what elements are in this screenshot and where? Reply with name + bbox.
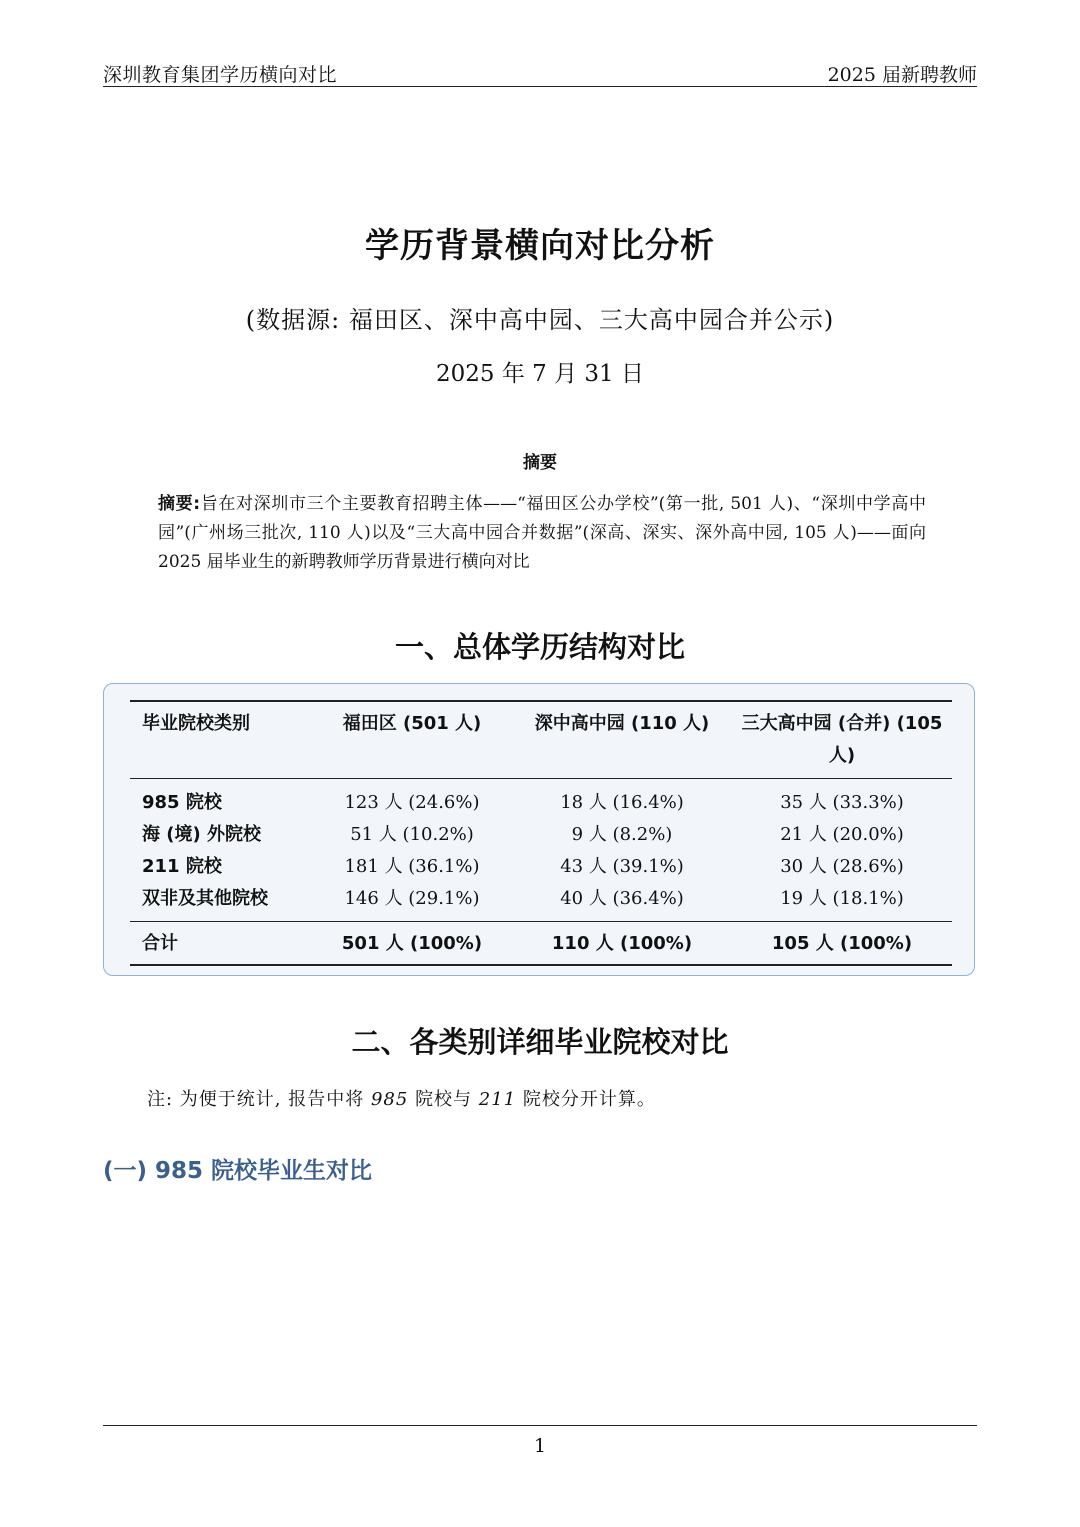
data-source: (数据源: 福田区、深中高中园、三大高中园合并公示) <box>245 306 835 334</box>
table-cell: 40 人 (36.4%) <box>560 888 684 909</box>
table-cell: 海 (境) 外院校 <box>142 824 261 845</box>
header-right-title: 2025 届新聘教师 <box>827 64 977 86</box>
table-header-row <box>130 702 952 779</box>
table-header-cell: 三大高中园 (合并) (105 人) <box>741 713 943 766</box>
table-cell: 9 人 (8.2%) <box>571 824 673 845</box>
statistics-note <box>147 1085 656 1111</box>
table-header-cell: 深中高中园 (110 人) <box>534 713 710 734</box>
section-1-title: 一、总体学历结构对比 <box>394 630 685 664</box>
note-suffix: 院校分开计算。 <box>522 1089 656 1110</box>
table-cell: 43 人 (39.1%) <box>560 856 684 877</box>
abstract-heading: 摘要 <box>523 453 557 473</box>
table-row <box>130 787 952 819</box>
document-title: 学历背景横向对比分析 <box>365 226 715 266</box>
table-row <box>130 819 952 851</box>
table-cell: 19 人 (18.1%) <box>780 888 904 909</box>
table-header-cell: 毕业院校类别 <box>142 713 250 734</box>
table-total-row <box>130 922 952 966</box>
table-cell: 21 人 (20.0%) <box>780 824 904 845</box>
table-cell: 30 人 (28.6%) <box>780 856 904 877</box>
table-cell: 123 人 (24.6%) <box>344 792 480 813</box>
note-mid: 院校与 <box>415 1089 473 1110</box>
abstract-body <box>158 490 926 577</box>
table-cell: 146 人 (29.1%) <box>344 888 480 909</box>
table-header-cell: 福田区 (501 人) <box>342 713 482 734</box>
abstract-text: 旨在对深圳市三个主要教育招聘主体——“福田区公办学校”(第一批, 501 人)、“深圳中学高中园”(广州场三批次, 110 人)以及“三大高中园合并数据”(深高、深实、深外高中园, 105 人)——面向 2025 届毕业生的新聘教师学历背景进行横向对比 <box>158 494 926 572</box>
page-header <box>103 60 977 87</box>
table-body <box>130 779 952 922</box>
table-row <box>130 851 952 883</box>
footer-divider <box>103 1425 977 1426</box>
table-total-cell: 合计 <box>142 933 178 954</box>
table-cell: 211 院校 <box>142 856 222 877</box>
table-total-cell: 501 人 (100%) <box>341 933 483 954</box>
table-row <box>130 883 952 915</box>
page-number: 1 <box>533 1435 547 1457</box>
table-cell: 18 人 (16.4%) <box>560 792 684 813</box>
section-2-title: 二、各类别详细毕业院校对比 <box>351 1025 729 1059</box>
note-211: 211 <box>478 1089 517 1110</box>
table-cell: 51 人 (10.2%) <box>350 824 474 845</box>
abstract-label: 摘要: <box>158 494 201 514</box>
table-cell: 双非及其他院校 <box>142 888 268 909</box>
note-prefix: 注: 为便于统计, 报告中将 <box>147 1089 365 1110</box>
comparison-table-box <box>103 683 975 976</box>
subsection-985-title: (一) 985 院校毕业生对比 <box>103 1158 373 1184</box>
note-985: 985 <box>370 1089 409 1110</box>
document-date: 2025 年 7 月 31 日 <box>436 361 644 387</box>
table-total-cell: 110 人 (100%) <box>551 933 693 954</box>
table-cell: 35 人 (33.3%) <box>780 792 904 813</box>
table-total-cell: 105 人 (100%) <box>771 933 913 954</box>
table-cell: 181 人 (36.1%) <box>344 856 480 877</box>
table-cell: 985 院校 <box>142 792 222 813</box>
header-left-title: 深圳教育集团学历横向对比 <box>103 64 338 86</box>
comparison-table <box>130 700 952 966</box>
